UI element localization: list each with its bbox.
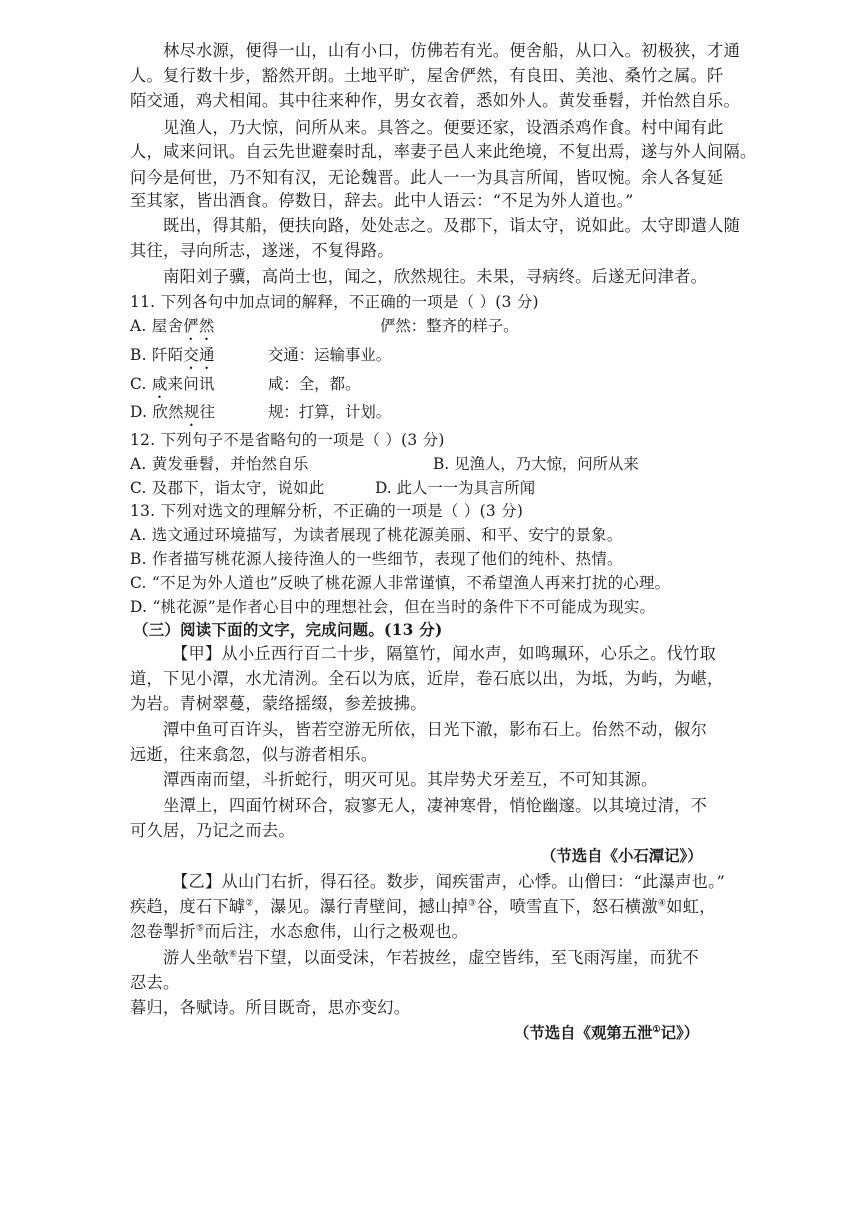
yi-text: 如虹， [666,897,716,916]
dotted-word: 俨然 [183,317,215,335]
jia-line: 潭西南而望，斗折蛇行，明灭可见。其岸势犬牙差互，不可知其源。 [163,770,658,789]
option-prefix: B. 阡陌 [130,346,184,364]
dotted-word: 规 [183,403,200,421]
yi-text: 忽卷掣折 [130,922,196,941]
q11-gloss-a: 俨然：整齐的样子。 [380,317,519,335]
footnote-marker: ④ [657,898,667,909]
q11-option-b[interactable] [130,345,215,373]
yi-line [163,948,699,968]
footnote-marker: ③ [468,898,477,909]
jia-line: 潭中鱼可百许头，皆若空游无所依，日光下澈，影布石上。佁然不动，俶尔 [163,720,708,739]
footnote-marker: ⑤ [195,923,205,934]
yi-text: 疾趋，度石下罅 [130,897,246,916]
footnote-marker: ⑥ [228,949,238,960]
option-prefix: D. 欣然 [130,403,184,421]
passage-line: 人。复行数十步，豁然开朗。土地平旷，屋舍俨然，有良田、美池、桑竹之属。阡 [130,66,724,85]
passage-line: 人，咸来问讯。自云先世避秦时乱，率妻子邑人来此绝境，不复出焉，遂与外人间隔。 [130,142,757,161]
question-11-stem: 11. 下列各句中加点词的解释，不正确的一项是（ ）(3 分) [130,293,539,311]
q12-option-d[interactable]: D. 此人一一为具言所闻 [375,479,536,497]
jia-source: （节选自《小石潭记》） [541,847,703,865]
passage-line: 其往，寻向所志，遂迷，不复得路。 [130,241,394,260]
footnote-marker: ① [652,1024,661,1035]
passage-line: 问今是何世，乃不知有汉，无论魏晋。此人一一为具言所闻，皆叹惋。余人各复延 [130,168,724,187]
q11-option-c[interactable] [130,374,215,402]
dotted-word: 咸 [151,375,168,393]
question-13-stem: 13. 下列对选文的理解分析，不正确的一项是（ ）(3 分) [130,502,524,520]
section-3-heading: （三）阅读下面的文字，完成问题。(13 分) [133,621,443,639]
dotted-word: 交通 [183,346,215,364]
q12-option-a[interactable]: A. 黄发垂髫，并怡然自乐 [130,455,309,473]
jia-line: 可久居，乃记之而去。 [130,821,295,840]
yi-text: ，瀑见。瀑行青壁间，撼山掉 [253,897,469,916]
q13-option-d[interactable]: D. “桃花源”是作者心目中的理想社会，但在当时的条件下不可能成为现实。 [130,598,656,616]
jia-line: 坐潭上，四面竹树环合，寂寥无人，凄神寒骨，悄怆幽邃。以其境过清，不 [163,796,708,815]
yi-source-text: 记》） [660,1024,700,1042]
yi-line: 忍去。 [130,973,180,992]
q11-option-a[interactable] [130,316,215,344]
yi-text: 游人坐欹 [163,948,229,967]
option-suffix: 来问讯 [167,375,215,393]
q11-gloss-c: 咸：全，都。 [268,375,361,393]
jia-line: 【甲】从小丘西行百二十步，隔篁竹，闻水声，如鸣珮环，心乐之。伐竹取 [172,644,717,663]
passage-line: 既出，得其船，便扶向路，处处志之。及郡下，诣太守，说如此。太守即遣人随 [163,216,741,235]
question-12-stem: 12. 下列句子不是省略句的一项是（ ）(3 分) [130,431,445,449]
q11-option-d[interactable] [130,402,215,430]
passage-line: 至其家，皆出酒食。停数日，辞去。此中人语云：“不足为外人道也。” [130,191,634,210]
yi-text: 岩下望，以面受沫，乍若披丝，虚空皆纬，至飞雨泻崖，而犹不 [237,948,699,967]
option-prefix: A. 屋舍 [130,317,184,335]
option-prefix: C. [130,375,152,393]
yi-source [514,1023,699,1043]
q11-gloss-d: 规：打算，计划。 [268,403,392,421]
jia-line: 远逝，往来翕忽，似与游者相乐。 [130,745,378,764]
q11-gloss-b: 交通：运输事业。 [268,346,392,364]
q12-option-b[interactable]: B. 见渔人，乃大惊，问所从来 [433,455,639,473]
q13-option-c[interactable]: C. “不足为外人道也”反映了桃花源人非常谨慎，不希望渔人再来打扰的心理。 [130,574,671,592]
yi-line: 【乙】从山门右折，得石径。数步，闻疾雷声，心悸。山僧曰：“此瀑声也。” [172,872,726,891]
q13-option-b[interactable]: B. 作者描写桃花源人接待渔人的一些细节，表现了他们的纯朴、热情。 [130,550,623,568]
passage-line: 见渔人，乃大惊，问所从来。具答之。便要还家，设酒杀鸡作食。村中闻有此 [163,118,724,137]
yi-text: 而后注，水态愈伟，山行之极观也。 [204,922,469,941]
passage-line: 陌交通，鸡犬相闻。其中往来种作，男女衣着，悉如外人。黄发垂髫，并怡然自乐。 [130,91,741,110]
jia-line: 道，下见小潭，水尤清洌。全石以为底，近岸，卷石底以出，为坻，为屿，为嵁， [130,669,724,688]
q12-option-c[interactable]: C. 及郡下，诣太守，说如此 [130,479,325,497]
passage-line: 南阳刘子骥，高尚士也，闻之，欣然规往。未果，寻病终。后遂无问津者。 [163,267,708,286]
yi-text: 谷，喷雪直下，怒石横激 [476,897,658,916]
q13-option-a[interactable]: A. 选文通过环境描写，为读者展现了桃花源美丽、和平、安宁的景象。 [130,526,623,544]
option-suffix: 往 [199,403,216,421]
yi-line: 暮归，各赋诗。所目既奇，思亦变幻。 [130,998,411,1017]
jia-line: 为岩。青树翠蔓，蒙络摇缀，参差披拂。 [130,694,427,713]
footnote-marker: ② [245,898,254,909]
yi-source-text: （节选自《观第五泄 [514,1024,653,1042]
yi-line [130,922,468,942]
passage-line: 林尽水源，便得一山，山有小口，仿佛若有光。便舍船，从口入。初极狭，才通 [163,41,741,60]
yi-line [130,897,716,917]
